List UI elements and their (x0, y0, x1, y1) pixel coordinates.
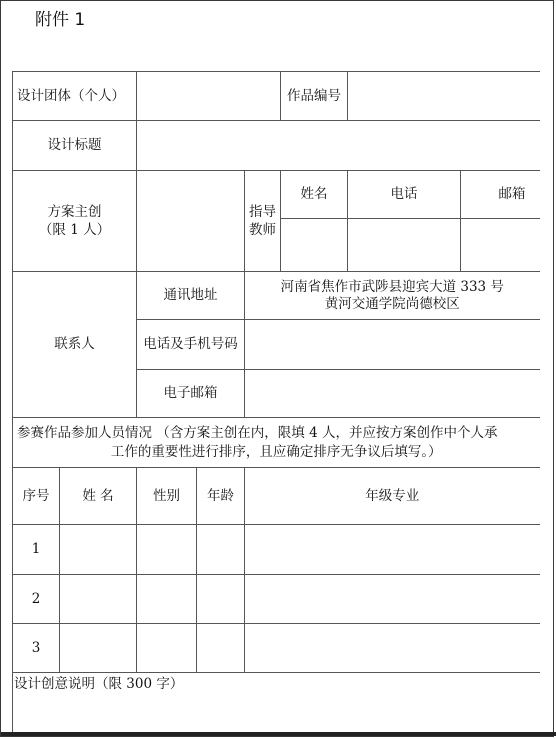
design-title-label: 设计标题 (13, 121, 137, 171)
participant-name-field[interactable] (60, 624, 137, 673)
mailing-address-label: 通讯地址 (137, 272, 245, 320)
lead-creator-label: 方案主创 （限 1 人） (13, 171, 137, 272)
participants-note-line-1: 参赛作品参加人员情况 （含方案主创在内，限填 4 人，并应按方案创作中个人承 (17, 424, 498, 441)
table-row (13, 575, 540, 624)
table-row (13, 525, 540, 575)
participant-gender-field[interactable] (137, 575, 197, 624)
bottom-edge (1, 732, 556, 736)
participants-note (13, 418, 540, 468)
mailing-address-value: 河南省焦作市武陟县迎宾大道 333 号 黄河交通学院尚德校区 (245, 272, 540, 320)
email-field[interactable] (245, 370, 540, 418)
participant-gender-field[interactable] (137, 624, 197, 673)
creative-description-label: 设计创意说明（限 300 字） (14, 676, 184, 692)
participant-name-field[interactable] (60, 525, 137, 575)
work-number-label: 作品编号 (281, 72, 348, 121)
row-number: 1 (13, 525, 60, 575)
participant-age-field[interactable] (197, 525, 245, 575)
phone-field[interactable] (245, 320, 540, 370)
participant-age-field[interactable] (197, 575, 245, 624)
grade-major-header: 年级专业 (245, 468, 540, 525)
table-row (13, 624, 540, 673)
row-number: 2 (13, 575, 60, 624)
contact-person-label: 联系人 (13, 272, 137, 418)
creative-description-section[interactable] (13, 673, 540, 735)
email-label: 电子邮箱 (137, 370, 245, 418)
participant-grade-major-field[interactable] (245, 575, 540, 624)
advisor-phone-header: 电话 (348, 171, 461, 219)
design-team-label: 设计团体（个人） (13, 72, 137, 121)
seq-header: 序号 (13, 468, 60, 525)
advisor-email-field[interactable] (461, 219, 540, 272)
participant-age-field[interactable] (197, 624, 245, 673)
registration-form-table (12, 71, 540, 735)
work-number-field[interactable] (348, 72, 540, 121)
name-header: 姓 名 (60, 468, 137, 525)
row-number: 3 (13, 624, 60, 673)
participants-note-line-2: 工作的重要性进行排序，且应确定排序无争议后填写。） (110, 443, 442, 460)
participant-gender-field[interactable] (137, 525, 197, 575)
design-title-field[interactable] (137, 121, 540, 171)
participant-grade-major-field[interactable] (245, 525, 540, 575)
attachment-title: 附件 1 (35, 10, 86, 30)
advisor-name-field[interactable] (281, 219, 348, 272)
age-header: 年龄 (197, 468, 245, 525)
advisor-email-header: 邮箱 (461, 171, 540, 219)
advisor-label: 指导 教师 (245, 171, 281, 272)
lead-creator-field[interactable] (137, 171, 245, 272)
advisor-name-header: 姓名 (281, 171, 348, 219)
phone-label: 电话及手机号码 (137, 320, 245, 370)
design-team-field[interactable] (137, 72, 281, 121)
gender-header: 性别 (137, 468, 197, 525)
participant-grade-major-field[interactable] (245, 624, 540, 673)
advisor-phone-field[interactable] (348, 219, 461, 272)
participant-name-field[interactable] (60, 575, 137, 624)
